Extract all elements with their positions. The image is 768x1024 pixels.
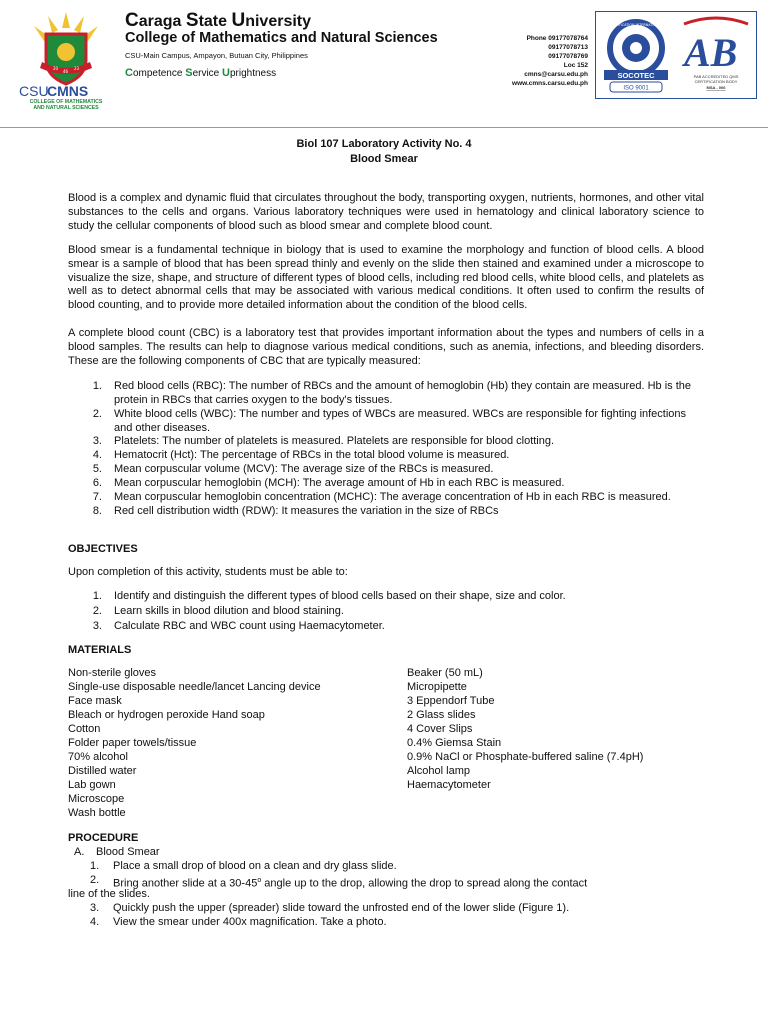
intro-paragraph-1: Blood is a complex and dynamic fluid that circulates throughout the body, transporting oxygen, nutrients, hormones, and other vital substances to the cells and organs. Various laboratory techniques were used in hematology and clinical laboratory science to study the cellular components of blood such as blood smear and complete blood count.	[68, 192, 704, 232]
material-item: 3 Eppendorf Tube	[407, 695, 495, 707]
university-name	[125, 10, 311, 32]
cbc-item-text: Platelets: The number of platelets is measured. Platelets are responsible for blood clotting.	[114, 435, 555, 447]
material-item: Haemacytometer	[407, 779, 491, 791]
objective-text: Calculate RBC and WBC count using Haemacytometer.	[114, 620, 385, 632]
cert-ring-text: CERTIFICATION INTERNATIONAL	[609, 23, 663, 27]
materials-heading: MATERIALS	[68, 644, 132, 656]
cbc-item-text: White blood cells (WBC): The number and types of WBCs are measured. WBCs are responsible for fighting infections and other diseases.	[114, 408, 687, 434]
procedure-step-text-part: angle up to the drop, allowing the drop to spread along the contact	[261, 877, 588, 890]
contact-website[interactable]: www.cmns.carsu.edu.ph	[512, 80, 588, 87]
material-item: Distilled water	[68, 765, 137, 777]
cbc-item-number: 4.	[92, 449, 102, 461]
pab-swoosh-icon	[684, 18, 748, 24]
socotec-badge	[598, 14, 674, 94]
cbc-item-number: 2.	[92, 408, 102, 420]
procedure-step-continuation: line of the slides.	[68, 888, 150, 900]
motto-initial-2: S	[185, 67, 193, 79]
letterhead	[0, 0, 768, 128]
cert-ab-sub2: CERTIFICATION BODY	[694, 79, 738, 84]
material-item: Bleach or hydrogen peroxide Hand soap	[68, 709, 265, 721]
cert-socotec-label: SOCOTEC	[617, 71, 655, 80]
cert-iso-label: ISO 9001	[623, 85, 649, 92]
material-item: Micropipette	[407, 681, 467, 693]
procedure-section-letter: A.	[74, 846, 85, 858]
motto-word-1: ompetence	[132, 68, 186, 79]
logo-year-left: 20	[53, 66, 59, 71]
university-logo	[12, 4, 120, 112]
logo-sub2: AND NATURAL SCIENCES	[33, 105, 99, 111]
motto-initial-1: C	[125, 67, 133, 79]
cbc-item-number: 5.	[92, 463, 102, 475]
procedure-step-number: 1.	[90, 860, 100, 872]
objective-number: 3.	[92, 620, 102, 632]
cbc-item-text: Red cell distribution width (RDW): It measures the variation in the size of RBCs	[114, 505, 499, 517]
procedure-step-text: View the smear under 400x magnification. Take a photo.	[113, 916, 387, 928]
pab-badge	[678, 14, 754, 94]
activity-title: Biol 107 Laboratory Activity No. 4	[296, 138, 472, 150]
material-item: Wash bottle	[68, 807, 126, 819]
cbc-item-text: Mean corpuscular hemoglobin (MCH): The average amount of Hb in each RBC is measured.	[114, 477, 565, 489]
procedure-step	[90, 860, 397, 874]
college-name: College of Mathematics and Natural Sciences	[125, 30, 438, 46]
campus-address: CSU-Main Campus, Ampayon, Butuan City, Philippines	[125, 51, 308, 60]
contact-loc: Loc 152	[563, 62, 588, 69]
cbc-item-text: Mean corpuscular volume (MCV): The average size of the RBCs is measured.	[114, 463, 494, 475]
motto	[125, 67, 276, 79]
university-word-2: tate	[198, 13, 232, 30]
cbc-item-text: Hematocrit (Hct): The percentage of RBCs in the total blood volume is measured.	[114, 449, 510, 461]
procedure-step-text-part: Bring another slide at a 30-45	[113, 877, 258, 890]
cbc-item-number: 7.	[92, 491, 102, 503]
logo-cmns: CMNS	[47, 83, 89, 99]
material-item: Alcohol lamp	[407, 765, 470, 777]
procedure-step-number: 4.	[90, 916, 100, 928]
cbc-item-number: 6.	[92, 477, 102, 489]
motto-word-3: prightness	[229, 68, 277, 79]
material-item: 4 Cover Slips	[407, 723, 473, 735]
cert-ab-label: AB	[684, 30, 738, 75]
certification-box	[595, 11, 757, 99]
motto-word-2: ervice	[192, 68, 223, 79]
procedure-step	[90, 874, 588, 890]
procedure-section-label: Blood Smear	[96, 846, 160, 858]
procedure-step	[90, 902, 570, 916]
material-item: Microscope	[68, 793, 125, 805]
cbc-item-text: Mean corpuscular hemoglobin concentration (MCHC): The average concentration of Hb in each RBC is measured.	[114, 491, 671, 503]
objective-number: 2.	[92, 605, 102, 617]
emblem-icon	[57, 43, 75, 61]
procedure-step-number: 3.	[90, 902, 100, 914]
motto-initial-3: U	[222, 67, 230, 79]
objectives-heading: OBJECTIVES	[68, 543, 138, 555]
material-item: Face mask	[68, 695, 122, 707]
university-word-1: araga	[138, 13, 186, 30]
procedure-step-text: Place a small drop of blood on a clean and dry glass slide.	[113, 860, 397, 872]
activity-subtitle: Blood Smear	[350, 153, 418, 165]
degree-superscript: o	[257, 877, 262, 884]
university-initial-s: S	[185, 10, 199, 31]
objectives-intro: Upon completion of this activity, students must be able to:	[68, 566, 348, 578]
logo-sub1: COLLEGE OF MATHEMATICS	[29, 99, 103, 105]
material-item: 2 Glass slides	[407, 709, 476, 721]
procedure-step	[90, 916, 387, 930]
procedure-section	[74, 846, 160, 860]
university-initial-u: U	[231, 10, 246, 31]
cbc-item-number: 8.	[92, 505, 102, 517]
material-item: 70% alcohol	[68, 751, 128, 763]
contact-info	[480, 34, 588, 88]
material-item: Beaker (50 mL)	[407, 667, 483, 679]
objective-text: Identify and distinguish the different types of blood cells based on their shape, size and color.	[114, 590, 566, 602]
logo-csu: CSU	[19, 83, 49, 99]
cbc-item-text: Red blood cells (RBC): The number of RBCs and the amount of hemoglobin (Hb) they contain are measured. Hb is the protein in RBCs that carries oxygen to the body's tissues.	[114, 380, 691, 406]
contact-phone-1: Phone 09177078764	[526, 35, 588, 42]
material-item: 0.9% NaCl or Phosphate-buffered saline (7.4pH)	[407, 751, 644, 763]
cbc-item-number: 1.	[92, 380, 102, 392]
objective-number: 1.	[92, 590, 102, 602]
cert-ab-sub3: MSA - 006	[706, 85, 726, 90]
objective-text: Learn skills in blood dilution and blood staining.	[114, 605, 344, 617]
logo-year-right: 23	[74, 66, 80, 71]
contact-email[interactable]: cmns@carsu.edu.ph	[524, 71, 588, 78]
cbc-item-number: 3.	[92, 435, 102, 447]
material-item: Single-use disposable needle/lancet Lancing device	[68, 681, 321, 693]
contact-phone-2: 09177078713	[548, 44, 588, 51]
material-item: Cotton	[68, 723, 101, 735]
procedure-heading: PROCEDURE	[68, 832, 139, 844]
material-item: 0.4% Giemsa Stain	[407, 737, 502, 749]
contact-phone-3: 09177078769	[548, 53, 588, 60]
logo-year-mid: 46	[63, 69, 69, 74]
material-item: Folder paper towels/tissue	[68, 737, 197, 749]
intro-paragraph-3: A complete blood count (CBC) is a laboratory test that provides important information about the types and numbers of cells in a blood samples. The results can help to diagnose various medical conditions, such as anemia, infections, and bleeding disorders. These are the following components of CBC that are typically measured:	[68, 327, 704, 367]
procedure-step-text	[113, 874, 587, 891]
header-divider	[0, 127, 768, 128]
university-initial-c: C	[125, 10, 139, 31]
procedure-step-text: Quickly push the upper (spreader) slide toward the unfrosted end of the lower slide (Figure 1).	[113, 902, 570, 914]
material-item: Non-sterile gloves	[68, 667, 157, 679]
university-word-3: niversity	[245, 13, 312, 30]
material-item: Lab gown	[68, 779, 116, 791]
procedure-step-number: 2.	[90, 874, 100, 886]
cert-ab-sub1: PAB ACCREDITED QMS	[693, 74, 739, 79]
intro-paragraph-2: Blood smear is a fundamental technique in biology that is used to examine the morphology and function of blood cells. A blood smear is a sample of blood that has been spread thinly and evenly on the slide then stained and examined under a microscope to visualize the size, shape, and structure of different types of blood cells, including red blood cells, white blood cells, and platelets as well as to detect abnormal cells that may be associated with various medical conditions. It often used to confirm the results of blood counting, and to provide more detailed information about the condition of the blood cells.	[68, 244, 704, 312]
